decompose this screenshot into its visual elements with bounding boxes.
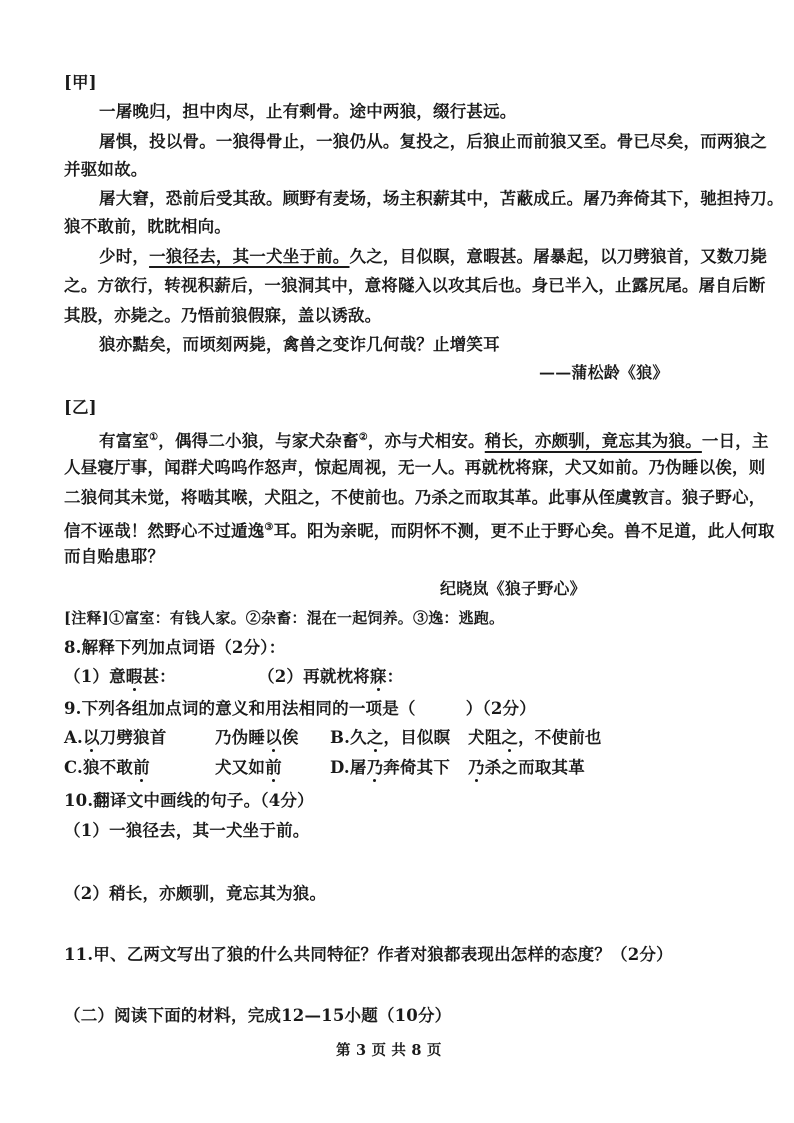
section-2-heading: （二）阅读下面的材料，完成12—15小题（10分） [64,1006,452,1025]
footnote-mark: ① [149,432,159,443]
yi-line-2: 人昼寝厅事，闻群犬呜呜作怒声，惊起周视，无一人。再就枕将寐，犬又如前。乃伪睡以俟，则 [64,458,766,477]
dotted-word: 寐 [369,667,387,686]
text-span: 一日，主 [701,431,769,451]
question-8-item-2 [258,666,403,688]
text-span: 犬阻 [468,728,502,747]
jia-paragraph-3-line-1: 屠大窘，恐前后受其敌。顾野有麦场，场主积薪其中，苫蔽成丘。屠乃奔倚其下，驰担持刀。 [99,189,784,208]
dotted-word: 以 [265,728,282,747]
text-span: 刀劈狼首 [99,728,167,747]
footnote-mark: ② [358,432,368,443]
option-a-pair [215,727,299,749]
dotted-word: 前 [265,758,282,777]
question-8-item-1 [64,666,176,688]
jia-paragraph-4-line-1 [99,246,767,268]
question-10-item-1: （1）一狼径去，其一犬坐于前。 [64,821,310,840]
text-span: 乃伪睡 [215,728,266,747]
dotted-word: 前 [133,758,150,777]
text-span: ，不使前也 [518,728,602,747]
jia-paragraph-4-line-2: 之。方欲行，转视积薪后，一狼洞其中，意将隧入以攻其后也。身已半入，止露尻尾。屠自后断 [64,276,766,295]
text-span: 杀之而取其革 [484,758,585,777]
option-b-pair [468,727,602,749]
yi-source: 纪晓岚《狼子野心》 [440,579,586,598]
text-span: ，亦与犬相安。 [367,431,485,451]
text-span: B.久 [330,728,367,747]
text-span: （2）再就枕将 [258,667,370,686]
underlined-sentence-1: 一狼径去，其一犬坐于前。 [149,247,350,266]
yi-header: [乙] [64,398,97,417]
option-c [64,757,150,779]
jia-paragraph-4-line-3: 其股，亦毙之。乃悟前狼假寐，盖以诱敌。 [64,306,382,325]
text-span: 信不诬哉！然野心不过遁逸 [64,521,265,541]
underlined-sentence-2: 稍长，亦颇驯，竟忘其为狼。 [484,431,702,451]
footnote-mark: ③ [264,522,274,533]
jia-source: ——蒲松龄《狼》 [539,363,669,382]
question-11: 11.甲、乙两文写出了狼的什么共同特征？作者对狼都表现出怎样的态度？（2分） [64,945,673,964]
dotted-word: 乃 [468,758,485,777]
text-span: 耳。阳为亲昵，而阴怀不测，更不止于野心矣。兽不足道，此人何取 [273,521,775,541]
text-span: 少时， [99,247,150,266]
text-span: 俟 [281,728,299,747]
jia-paragraph-1: 一屠晚归，担中肉尽，止有剩骨。途中两狼，缀行甚远。 [99,102,517,121]
text-span: 甚： [142,667,176,686]
dotted-word: 暇 [125,667,143,686]
option-d [330,757,450,779]
dotted-word: 之 [501,728,519,747]
text-span: 久之，目似瞑，意暇甚。屠暴起，以刀劈狼首，又数刀毙 [349,247,768,266]
yi-line-4 [64,517,775,543]
page-footer: 第 3 页 共 8 页 [336,1042,442,1059]
jia-paragraph-3-line-2: 狼不敢前，眈眈相向。 [64,217,231,236]
yi-line-3: 二狼伺其未觉，将啮其喉，犬阻之，不使前也。乃杀之而取其革。此事从侄虞敦言。狼子野心， [64,488,766,507]
text-span: C.狼不敢 [64,758,134,777]
question-10-item-2: （2）稍长，亦颇驯，竟忘其为狼。 [64,884,327,903]
text-span: ，目似瞑 [383,728,451,747]
text-span: 有富室 [99,431,150,451]
text-span: ： [386,667,404,686]
question-9-stem: 9.下列各组加点词的意义和用法相同的一项是（ ）（2分） [64,699,536,718]
jia-paragraph-2-line-2: 并驱如故。 [64,160,148,179]
text-span: ，偶得二小狼，与家犬杂畜 [158,431,359,451]
question-8-stem: 8.解释下列加点词语（2分）： [64,638,286,657]
text-span: （1）意 [64,667,126,686]
option-c-pair [215,757,282,779]
jia-paragraph-2-line-1: 屠惧，投以骨。一狼得骨止，一狼仍从。复投之，后狼止而前狼又至。骨已尽矣，而两狼之 [99,132,767,151]
question-10-stem: 10.翻译文中画线的句子。（4分） [64,791,314,810]
option-b [330,727,450,749]
dotted-word: 之 [366,728,384,747]
option-d-pair [468,757,585,779]
text-span: 奔倚其下 [383,758,451,777]
annotation-notes: [注释]①富室：有钱人家。②杂畜：混在一起饲养。③逸：逃跑。 [64,609,505,627]
dotted-word: 乃 [366,758,384,777]
text-span: 犬又如 [215,758,266,777]
dotted-word: 以 [82,728,100,747]
text-span: D.屠 [330,758,367,777]
jia-header: [甲] [64,73,97,92]
yi-line-5: 而自贻患耶？ [64,547,165,566]
yi-line-1 [99,427,769,453]
option-a [64,727,166,749]
jia-paragraph-5: 狼亦黠矣，而顷刻两毙，禽兽之变诈几何哉？止增笑耳 [99,335,500,354]
text-span: A. [64,728,83,747]
